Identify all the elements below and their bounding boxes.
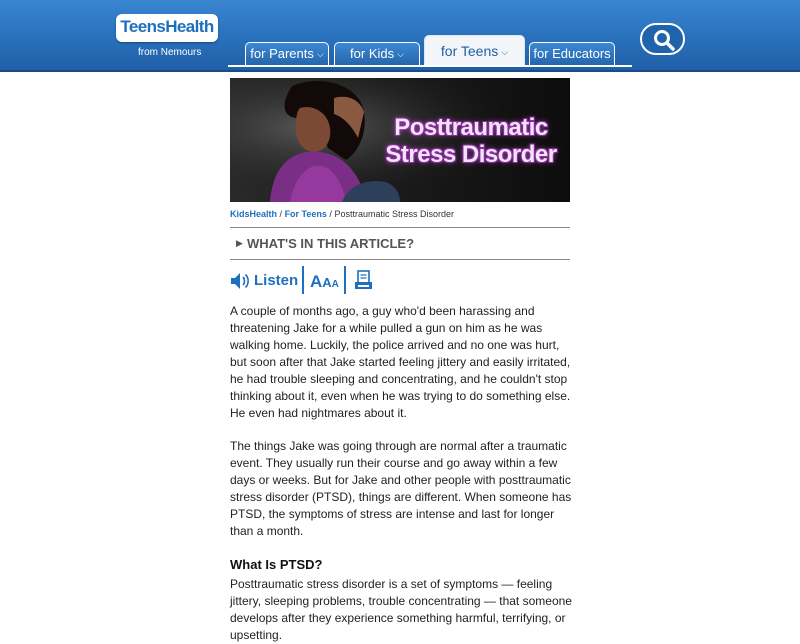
search-icon xyxy=(652,29,676,51)
article-paragraph: A couple of months ago, a guy who'd been harassing and threatening Jake for a while pulled a gun on him as he was walking home. Luckily, the police arrived and no one was hurt, but soon after that Jake started feeling jittery and easily irritated, he had trouble sleeping and concentrating, and he couldn't stop thinking about it, even when he was trying to do something else. He even had nightmares about it. xyxy=(230,304,571,420)
tool-divider xyxy=(344,266,346,294)
teenshealth-logo[interactable] xyxy=(116,14,218,60)
print-button[interactable] xyxy=(354,270,374,297)
speaker-icon xyxy=(230,272,250,290)
search-button[interactable] xyxy=(640,23,685,55)
listen-label: Listen xyxy=(254,272,299,289)
breadcrumb-separator: / xyxy=(279,209,283,219)
section-heading: What Is PTSD? xyxy=(230,557,323,572)
tab-label: for Educators xyxy=(533,46,611,61)
chevron-down-icon: ⌵ xyxy=(397,49,404,59)
chevron-down-icon: ⌵ xyxy=(316,49,324,59)
expand-triangle-icon: ▶ xyxy=(236,238,243,248)
tab-label: for Parents xyxy=(250,46,314,61)
tab-for-kids[interactable] xyxy=(334,42,420,66)
logo-text: TeensHealth xyxy=(120,17,214,36)
tab-label: for Kids xyxy=(350,46,395,61)
article-tools xyxy=(230,266,570,296)
article-toc-label: WHAT'S IN THIS ARTICLE? xyxy=(247,236,415,251)
section-paragraph: Posttraumatic stress disorder is a set of symptoms — feeling jittery, sleeping problems, trouble concentrating — that someone develops after they experience something harmful, terrifying, or upsetting. xyxy=(230,577,572,642)
site-header xyxy=(0,0,800,72)
breadcrumb xyxy=(230,209,454,219)
article-body xyxy=(230,303,575,644)
hero-title-line1: Posttraumatic xyxy=(394,114,548,141)
breadcrumb-link-kidshealth[interactable]: KidsHealth xyxy=(230,209,278,219)
hero-title xyxy=(376,114,566,168)
article-paragraph: The things Jake was going through are normal after a traumatic event. They usually run their course and go away within a few days or weeks. But for Jake and other people with posttraumatic stress disorder (PTSD), things are different. When someone has PTSD, the symptoms of stress are intense and last for longer than a month. xyxy=(230,439,572,538)
tab-underline xyxy=(228,65,632,67)
tab-for-parents[interactable] xyxy=(245,42,329,66)
tab-label: for Teens xyxy=(440,43,499,59)
text-size-button[interactable] xyxy=(310,272,339,292)
breadcrumb-link-for-teens[interactable]: For Teens xyxy=(284,209,327,219)
tab-for-educators[interactable] xyxy=(529,42,615,66)
breadcrumb-current: Posttraumatic Stress Disorder xyxy=(334,209,454,219)
text-size-icon: A xyxy=(310,272,323,291)
tool-divider xyxy=(302,266,304,294)
tab-for-teens[interactable] xyxy=(424,35,525,66)
logo-subtitle: from Nemours xyxy=(138,47,202,58)
print-icon xyxy=(354,270,374,292)
text-size-icon-medium: A xyxy=(322,275,332,290)
text-size-icon-small: A xyxy=(331,279,339,290)
breadcrumb-separator: / xyxy=(329,209,332,219)
article-hero-image xyxy=(230,78,570,202)
article-toc-toggle[interactable] xyxy=(230,227,570,260)
hero-title-line2: Stress Disorder xyxy=(385,141,557,168)
chevron-down-icon: ⌵ xyxy=(501,47,509,57)
